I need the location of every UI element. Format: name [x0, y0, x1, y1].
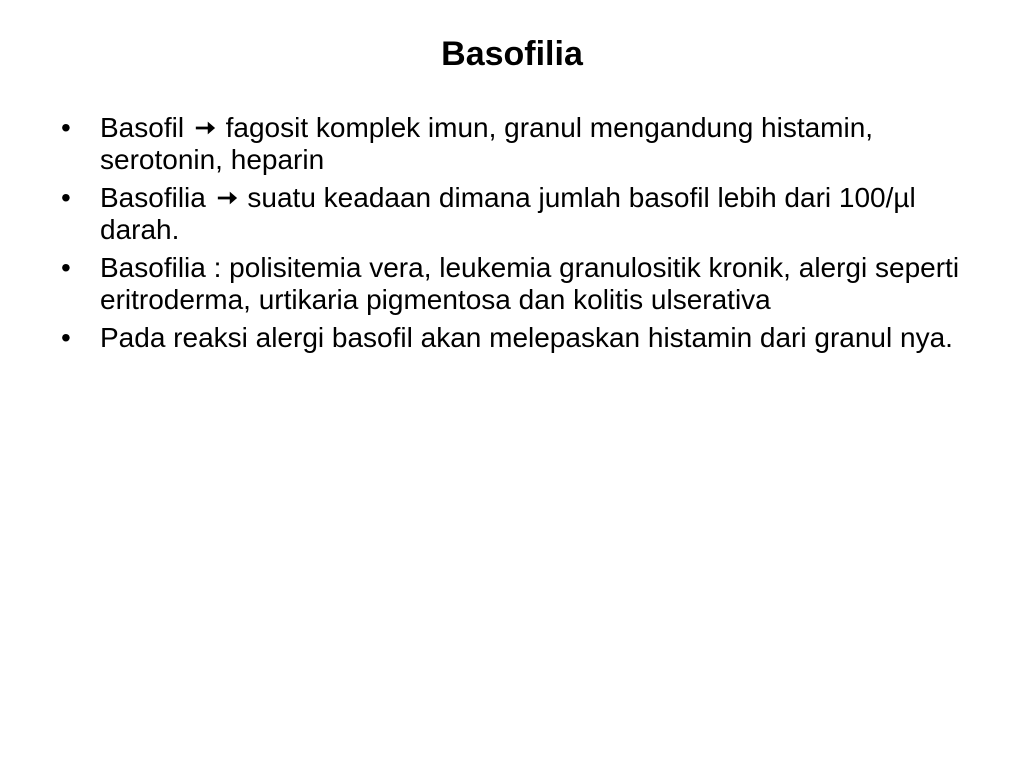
slide-title: Basofilia: [441, 35, 583, 73]
bullet-text: Basofilia : polisitemia vera, leukemia granulositik kronik, alergi seperti eritroderma, urtikaria pigmentosa dan kolitis ulserativa: [100, 252, 960, 315]
bullet-item-basofilia-causes: [58, 252, 978, 316]
bullet-list: [58, 112, 978, 360]
bullet-item-basofilia-definition: [58, 182, 978, 246]
bullet-item-basofil: [58, 112, 978, 176]
right-arrow-icon: [194, 117, 216, 139]
bullet-marker: •: [61, 182, 71, 213]
bullet-lead: Basofil: [100, 112, 185, 143]
bullet-text: Pada reaksi alergi basofil akan melepaskan histamin dari granul nya.: [100, 322, 953, 353]
bullet-lead: Basofilia: [100, 182, 206, 213]
bullet-marker: •: [61, 112, 71, 143]
bullet-marker: •: [61, 322, 71, 353]
bullet-text: fagosit komplek imun, granul mengandung histamin, serotonin, heparin: [100, 112, 874, 175]
bullet-text: suatu keadaan dimana jumlah basofil lebih dari 100/µl darah.: [100, 182, 916, 245]
bullet-marker: •: [61, 252, 71, 283]
right-arrow-icon: [216, 187, 238, 209]
bullet-item-allergy-reaction: [58, 322, 978, 354]
